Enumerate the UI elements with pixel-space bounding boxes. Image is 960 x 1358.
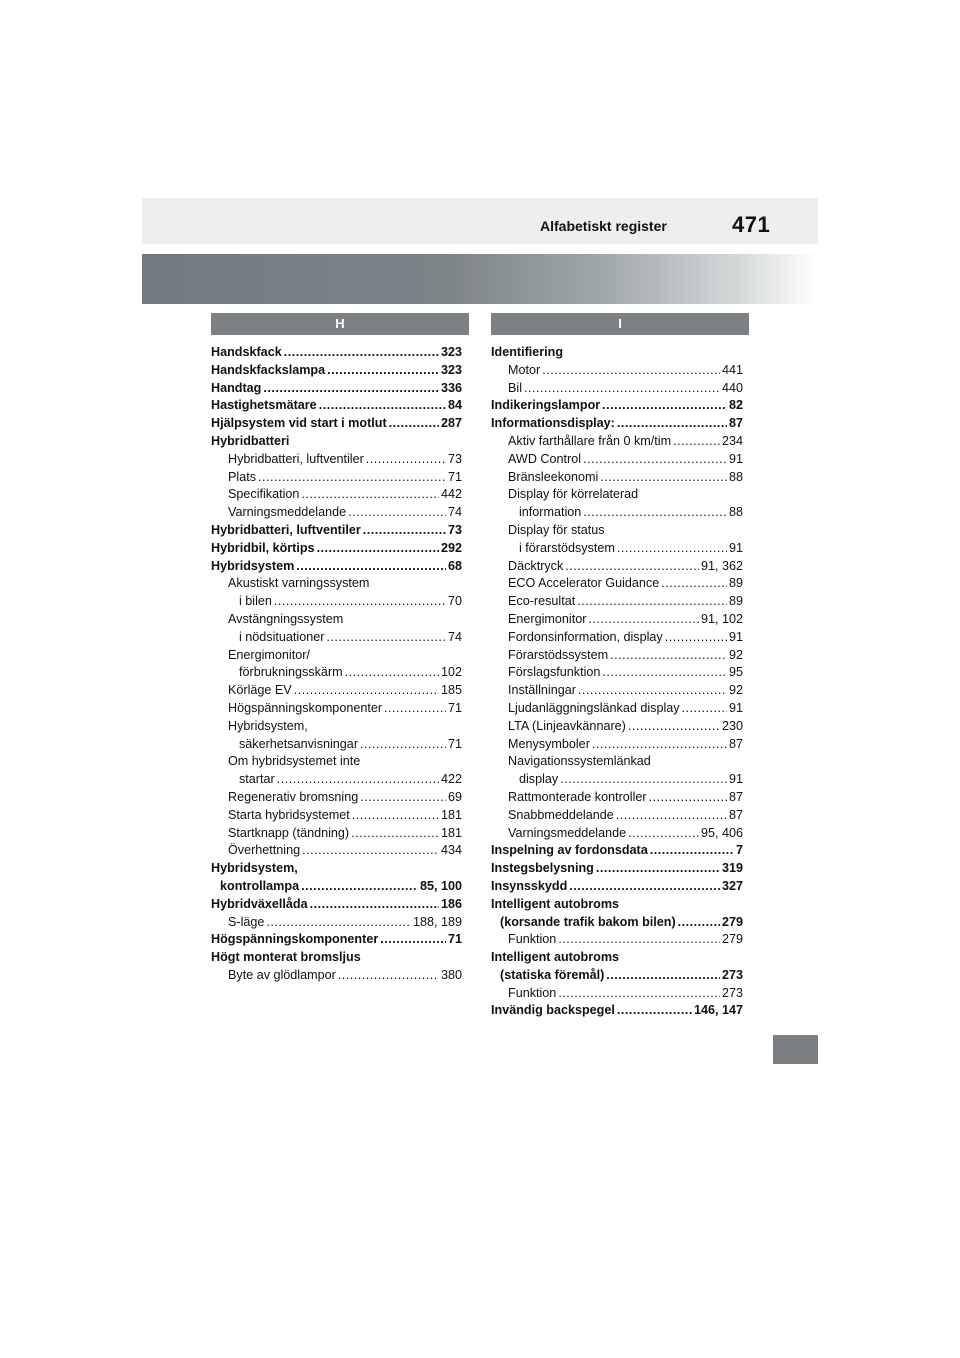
index-entry — [211, 860, 462, 878]
dot-leader — [389, 415, 439, 433]
index-entry — [211, 878, 462, 896]
index-term: Handskfackslampa — [211, 362, 327, 380]
index-term: förbrukningsskärm — [239, 664, 345, 682]
index-page-ref[interactable]: 279 — [720, 914, 743, 932]
dot-leader — [678, 914, 720, 932]
index-term: i förarstödsystem — [519, 540, 617, 558]
index-term: display — [519, 771, 560, 789]
dot-leader — [352, 807, 439, 825]
index-page-ref[interactable]: 68 — [446, 558, 462, 576]
index-entry — [211, 451, 462, 469]
index-entry — [491, 842, 743, 860]
index-entry — [211, 344, 462, 362]
index-page-ref[interactable]: 181 — [439, 825, 462, 843]
index-page-ref[interactable]: 82 — [727, 397, 743, 415]
index-page-ref[interactable]: 442 — [439, 486, 462, 504]
dot-leader — [682, 700, 727, 718]
dot-leader — [592, 736, 727, 754]
index-page-ref[interactable]: 234 — [720, 433, 743, 451]
dot-leader — [616, 807, 727, 825]
index-entry — [491, 558, 743, 576]
index-entry — [491, 415, 743, 433]
dot-leader — [588, 611, 699, 629]
index-page-ref[interactable]: 327 — [720, 878, 743, 896]
index-term: Invändig backspegel — [491, 1002, 617, 1020]
index-page-ref[interactable]: 186 — [439, 896, 462, 914]
index-entry — [211, 967, 462, 985]
index-term: Intelligent autobroms — [491, 950, 620, 965]
index-term: Menysymboler — [508, 736, 592, 754]
index-entry — [491, 700, 743, 718]
index-term: Körläge EV — [228, 682, 294, 700]
index-term: Energimonitor/ — [228, 647, 310, 662]
index-page-ref[interactable]: 74 — [446, 504, 462, 522]
index-entry — [491, 575, 743, 593]
dot-leader — [266, 914, 411, 932]
index-term: Hjälpsystem vid start i motlut — [211, 415, 389, 433]
index-term: Navigationssystemlänkad — [508, 754, 651, 769]
index-entry — [211, 718, 462, 736]
index-entry — [211, 540, 462, 558]
index-entry — [211, 789, 462, 807]
dot-leader — [274, 593, 446, 611]
index-page-ref[interactable]: 85, 100 — [418, 878, 462, 896]
index-entry — [211, 771, 462, 789]
dot-leader — [558, 985, 720, 1003]
index-term: Hybridsystem, — [211, 861, 298, 876]
index-term: Indikeringslampor — [491, 397, 602, 415]
index-term: startar — [239, 771, 277, 789]
index-term: Startknapp (tändning) — [228, 825, 351, 843]
index-term: Bränsleekonomi — [508, 469, 600, 487]
index-page-ref[interactable]: 92 — [727, 682, 743, 700]
index-entry — [491, 362, 743, 380]
index-page-ref[interactable]: 91 — [727, 700, 743, 718]
index-entry — [211, 522, 462, 540]
index-term: Byte av glödlampor — [228, 967, 338, 985]
dot-leader — [319, 397, 446, 415]
dot-leader — [524, 380, 720, 398]
dot-leader — [650, 842, 734, 860]
dot-leader — [558, 931, 720, 949]
dot-leader — [665, 629, 727, 647]
index-term: Informationsdisplay: — [491, 415, 617, 433]
index-entry — [491, 433, 743, 451]
index-entry — [491, 753, 743, 771]
index-term: Däcktryck — [508, 558, 565, 576]
index-entry — [491, 647, 743, 665]
index-page-ref[interactable]: 69 — [446, 789, 462, 807]
index-page-ref[interactable]: 74 — [446, 629, 462, 647]
index-term: AWD Control — [508, 451, 583, 469]
index-entry — [491, 682, 743, 700]
dot-leader — [606, 967, 720, 985]
index-term: Ljudanläggningslänkad display — [508, 700, 682, 718]
index-term: Energimonitor — [508, 611, 588, 629]
index-term: i nödsituationer — [239, 629, 326, 647]
index-term: Högt monterat bromsljus — [211, 950, 361, 965]
index-entry — [211, 629, 462, 647]
dot-leader — [602, 397, 727, 415]
dot-leader — [348, 504, 446, 522]
index-page-ref[interactable]: 440 — [720, 380, 743, 398]
dot-leader — [277, 771, 439, 789]
index-term: Bil — [508, 380, 524, 398]
index-term: Hastighetsmätare — [211, 397, 319, 415]
index-entry — [211, 415, 462, 433]
index-entry — [211, 825, 462, 843]
index-entry — [491, 807, 743, 825]
index-entry — [491, 540, 743, 558]
index-term: Fordonsinformation, display — [508, 629, 665, 647]
dot-leader — [327, 362, 439, 380]
index-entry — [491, 931, 743, 949]
index-entry — [211, 433, 462, 451]
index-entry — [211, 593, 462, 611]
index-entry — [211, 647, 462, 665]
index-page-ref[interactable]: 88 — [727, 504, 743, 522]
index-term: Hybridväxellåda — [211, 896, 310, 914]
index-term: Intelligent autobroms — [491, 896, 620, 911]
index-page-ref[interactable]: 188, 189 — [411, 914, 462, 932]
index-page-ref[interactable]: 87 — [727, 789, 743, 807]
dot-leader — [583, 451, 727, 469]
index-entry — [491, 486, 743, 504]
dot-leader — [360, 789, 446, 807]
index-entry — [491, 451, 743, 469]
index-page-ref[interactable]: 91, 102 — [699, 611, 743, 629]
index-term: i bilen — [239, 593, 274, 611]
index-entry — [491, 771, 743, 789]
index-term: (korsande trafik bakom bilen) — [500, 914, 678, 932]
index-page-ref[interactable]: 70 — [446, 593, 462, 611]
index-entry — [211, 914, 462, 932]
index-entry — [491, 896, 743, 914]
index-page-ref[interactable]: 146, 147 — [692, 1002, 743, 1020]
index-entry — [211, 611, 462, 629]
index-term: kontrollampa — [220, 878, 301, 896]
dot-leader — [610, 647, 727, 665]
dot-leader — [560, 771, 727, 789]
dot-leader — [301, 486, 439, 504]
index-entry — [211, 486, 462, 504]
dot-leader — [345, 664, 439, 682]
index-page-ref[interactable]: 84 — [446, 397, 462, 415]
dot-leader — [302, 842, 439, 860]
index-entry — [211, 949, 462, 967]
dot-leader — [284, 344, 439, 362]
index-entry — [211, 380, 462, 398]
index-page-ref[interactable]: 102 — [439, 664, 462, 682]
index-term: Funktion — [508, 931, 558, 949]
index-page-ref[interactable]: 87 — [727, 415, 743, 433]
dot-leader — [338, 967, 439, 985]
index-term: Hybridbil, körtips — [211, 540, 317, 558]
index-term: ECO Accelerator Guidance — [508, 575, 661, 593]
index-term: Hybridbatteri, luftventiler — [211, 522, 363, 540]
dot-leader — [384, 700, 446, 718]
index-page-ref[interactable]: 230 — [720, 718, 743, 736]
index-entry — [491, 629, 743, 647]
dot-leader — [258, 469, 446, 487]
index-term: Starta hybridsystemet — [228, 807, 352, 825]
index-term: Rattmonterade kontroller — [508, 789, 649, 807]
index-term: Handskfack — [211, 344, 284, 362]
index-entry — [491, 914, 743, 932]
index-entry — [491, 380, 743, 398]
index-page-ref[interactable]: 185 — [439, 682, 462, 700]
index-term: Hybridbatteri, luftventiler — [228, 451, 366, 469]
index-term: Snabbmeddelande — [508, 807, 616, 825]
index-entry — [491, 736, 743, 754]
index-term: Identifiering — [491, 345, 564, 359]
index-entry — [211, 896, 462, 914]
index-term: Förarstödssystem — [508, 647, 610, 665]
index-term: Display för status — [508, 522, 605, 537]
index-page-ref[interactable]: 95, 406 — [699, 825, 743, 843]
index-term: Eco-resultat — [508, 593, 577, 611]
dot-leader — [583, 504, 727, 522]
page-number: 471 — [732, 212, 771, 237]
index-term: Akustiskt varningssystem — [228, 576, 370, 591]
index-page-ref[interactable]: 88 — [727, 469, 743, 487]
dot-leader — [617, 1002, 692, 1020]
index-page-ref[interactable]: 380 — [439, 967, 462, 985]
index-page-ref[interactable]: 91 — [727, 451, 743, 469]
index-term: Överhettning — [228, 842, 302, 860]
dot-leader — [366, 451, 446, 469]
decorative-gradient-band — [142, 254, 818, 304]
index-page-ref[interactable]: 441 — [720, 362, 743, 380]
index-entry — [491, 664, 743, 682]
index-term: Varningsmeddelande — [228, 504, 348, 522]
dot-leader — [661, 575, 727, 593]
dot-leader — [542, 362, 720, 380]
dot-leader — [569, 878, 720, 896]
dot-leader — [673, 433, 720, 451]
index-entry — [211, 700, 462, 718]
dot-leader — [565, 558, 699, 576]
index-entry — [491, 967, 743, 985]
index-page-ref[interactable]: 7 — [734, 842, 743, 860]
index-entry — [491, 344, 743, 362]
index-term: Insynsskydd — [491, 878, 569, 896]
index-entry — [491, 985, 743, 1003]
index-page-ref[interactable]: 71 — [446, 931, 462, 949]
index-entry — [211, 664, 462, 682]
index-page-ref[interactable]: 71 — [446, 700, 462, 718]
index-entry — [211, 753, 462, 771]
dot-leader — [360, 736, 446, 754]
index-page-ref[interactable]: 323 — [439, 344, 462, 362]
index-term: Display för körrelaterad — [508, 487, 639, 502]
index-page-ref[interactable]: 89 — [727, 593, 743, 611]
index-entry — [211, 397, 462, 415]
index-entry — [491, 469, 743, 487]
index-term: LTA (Linjeavkännare) — [508, 718, 628, 736]
index-page-ref[interactable]: 91 — [727, 771, 743, 789]
index-term: Specifikation — [228, 486, 301, 504]
dot-leader — [578, 682, 727, 700]
index-entry — [491, 611, 743, 629]
index-page-ref[interactable]: 319 — [720, 860, 743, 878]
index-page-ref[interactable]: 181 — [439, 807, 462, 825]
index-page-ref[interactable]: 273 — [720, 967, 743, 985]
section-header-i: I — [491, 313, 749, 335]
index-entry — [491, 860, 743, 878]
index-page-ref[interactable]: 422 — [439, 771, 462, 789]
dot-leader — [602, 664, 727, 682]
index-page-ref[interactable]: 89 — [727, 575, 743, 593]
index-page-ref[interactable]: 273 — [720, 985, 743, 1003]
index-term: Förslagsfunktion — [508, 664, 602, 682]
index-term: Varningsmeddelande — [508, 825, 628, 843]
index-term: S-läge — [228, 914, 266, 932]
index-term: Avstängningssystem — [228, 611, 344, 626]
index-page-ref[interactable]: 91 — [727, 540, 743, 558]
index-term: Instegsbelysning — [491, 860, 596, 878]
index-page-ref[interactable]: 91 — [727, 629, 743, 647]
index-term: Högspänningskomponenter — [211, 931, 380, 949]
dot-leader — [326, 629, 446, 647]
index-entry — [491, 789, 743, 807]
section-header-h: H — [211, 313, 469, 335]
index-column-h — [211, 344, 462, 985]
index-entry — [211, 736, 462, 754]
index-entry — [491, 522, 743, 540]
index-page-ref[interactable]: 434 — [439, 842, 462, 860]
index-entry — [491, 825, 743, 843]
dot-leader — [363, 522, 446, 540]
dot-leader — [317, 540, 439, 558]
index-term: Hybridsystem — [211, 558, 296, 576]
index-page-ref[interactable]: 73 — [446, 451, 462, 469]
index-entry — [211, 558, 462, 576]
index-entry — [211, 931, 462, 949]
index-entry — [211, 362, 462, 380]
dot-leader — [617, 415, 727, 433]
index-term: Aktiv farthållare från 0 km/tim — [508, 433, 673, 451]
dot-leader — [380, 931, 446, 949]
index-page-ref[interactable]: 323 — [439, 362, 462, 380]
dot-leader — [577, 593, 727, 611]
index-entry — [211, 682, 462, 700]
index-term: säkerhetsanvisningar — [239, 736, 360, 754]
index-entry — [491, 1002, 743, 1020]
index-term: Hybridsystem, — [228, 718, 308, 733]
index-term: Inspelning av fordonsdata — [491, 842, 650, 860]
dot-leader — [628, 718, 720, 736]
index-page-ref[interactable]: 71 — [446, 736, 462, 754]
dot-leader — [301, 878, 418, 896]
dot-leader — [617, 540, 727, 558]
index-entry — [211, 842, 462, 860]
dot-leader — [294, 682, 439, 700]
dot-leader — [351, 825, 439, 843]
index-page-ref[interactable]: 91, 362 — [699, 558, 743, 576]
index-page-ref[interactable]: 95 — [727, 664, 743, 682]
index-entry — [491, 949, 743, 967]
index-page-ref[interactable]: 279 — [720, 931, 743, 949]
index-term: Plats — [228, 469, 258, 487]
index-term: information — [519, 504, 583, 522]
dot-leader — [596, 860, 720, 878]
index-page-ref[interactable]: 71 — [446, 469, 462, 487]
page-header-bar — [142, 198, 818, 244]
index-entry — [211, 469, 462, 487]
index-term: Funktion — [508, 985, 558, 1003]
dot-leader — [296, 558, 446, 576]
thumb-index-tab[interactable] — [773, 1035, 818, 1064]
index-term: Om hybridsystemet inte — [228, 754, 361, 769]
index-page-ref[interactable]: 336 — [439, 380, 462, 398]
index-page-ref[interactable]: 87 — [727, 807, 743, 825]
index-entry — [491, 718, 743, 736]
page-header-title: Alfabetiskt register — [540, 218, 667, 234]
dot-leader — [600, 469, 727, 487]
index-entry — [211, 504, 462, 522]
index-page-ref[interactable]: 292 — [439, 540, 462, 558]
index-term: (statiska föremål) — [500, 967, 606, 985]
index-term: Motor — [508, 362, 542, 380]
index-entry — [491, 878, 743, 896]
index-entry — [211, 575, 462, 593]
dot-leader — [628, 825, 699, 843]
index-term: Regenerativ bromsning — [228, 789, 360, 807]
index-page-ref[interactable]: 287 — [439, 415, 462, 433]
dot-leader — [649, 789, 727, 807]
index-term: Högspänningskomponenter — [228, 700, 384, 718]
index-page-ref[interactable]: 87 — [727, 736, 743, 754]
index-column-i — [491, 344, 743, 1020]
index-entry — [491, 397, 743, 415]
index-term: Handtag — [211, 380, 263, 398]
index-entry — [491, 593, 743, 611]
index-page-ref[interactable]: 92 — [727, 647, 743, 665]
dot-leader — [263, 380, 439, 398]
index-term: Hybridbatteri — [211, 433, 290, 448]
index-entry — [211, 807, 462, 825]
index-page-ref[interactable]: 73 — [446, 522, 462, 540]
index-entry — [491, 504, 743, 522]
index-term: Inställningar — [508, 682, 578, 700]
dot-leader — [310, 896, 439, 914]
